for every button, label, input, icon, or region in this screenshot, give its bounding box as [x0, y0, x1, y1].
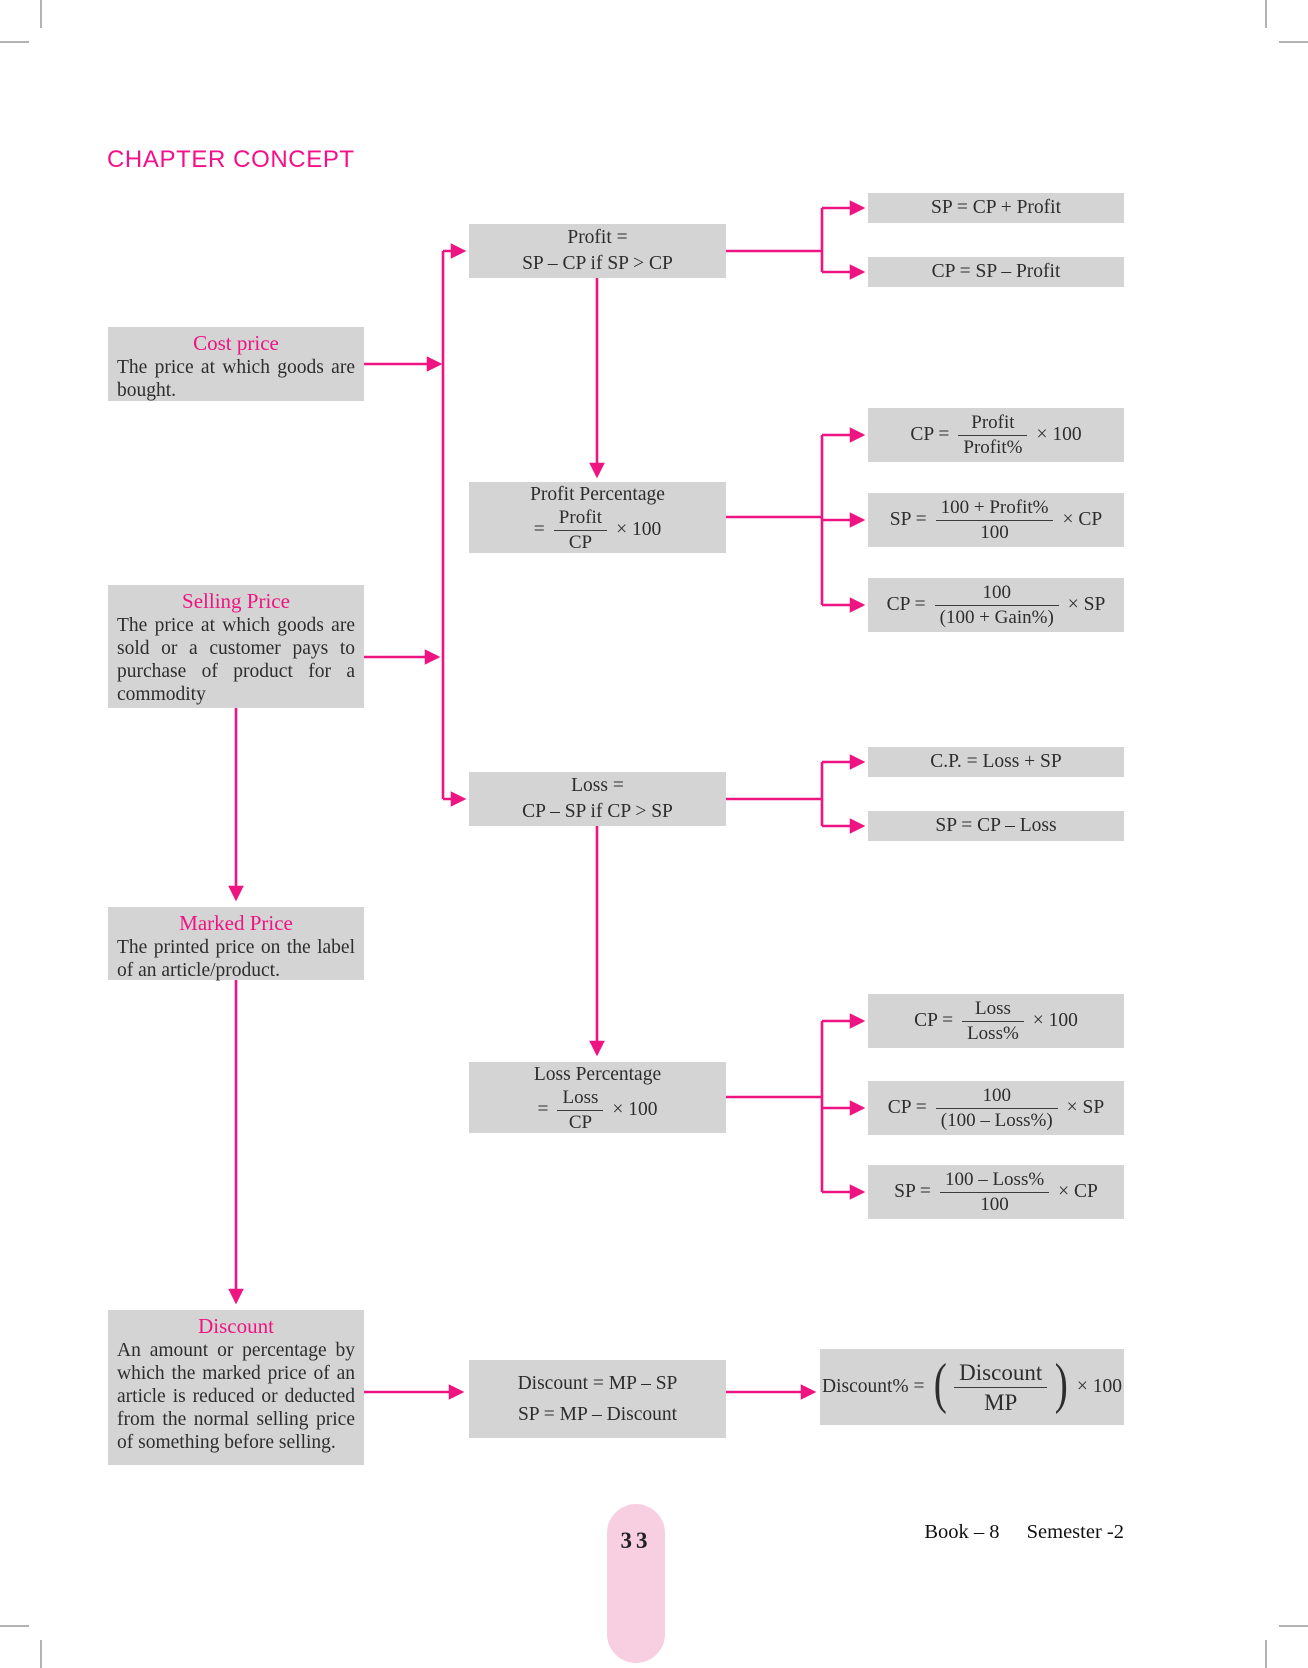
fraction-denominator: MP: [954, 1387, 1047, 1416]
formula-post: × 100: [616, 519, 662, 540]
loss-percentage-box: [469, 1062, 726, 1133]
formula-post: × SP: [1066, 1097, 1105, 1118]
page-number-pill: [607, 1504, 665, 1663]
page-title: CHAPTER CONCEPT: [107, 146, 355, 173]
crop-mark: [1279, 41, 1308, 43]
formula-text: SP = CP – Loss: [935, 815, 1057, 836]
profit-line1: Profit =: [567, 227, 628, 248]
fraction-numerator: 100: [982, 581, 1011, 603]
fraction-denominator: CP: [557, 1110, 603, 1134]
crop-mark: [0, 41, 29, 43]
fraction: [962, 998, 1024, 1045]
formula-post: × CP: [1058, 1181, 1098, 1202]
formula-box-sp-100-minus-loss-pct: [868, 1165, 1124, 1219]
marked-price-box: [108, 907, 364, 980]
discount-definition: An amount or percentage by which the marked price of an article is reduced or deducted from the normal selling price of something before selling.: [117, 1340, 355, 1453]
fraction-numerator: Loss: [974, 997, 1011, 1019]
fraction: [954, 1359, 1047, 1416]
formula-post: × 100: [1076, 1376, 1123, 1397]
loss-box: [469, 772, 726, 826]
loss-line1: Loss =: [571, 775, 624, 796]
profit-percentage-title: Profit Percentage: [530, 483, 665, 505]
formula-pre: CP =: [886, 594, 926, 615]
formula-box-cp-100-plus-gain-pct: [868, 578, 1124, 632]
discount-formula-line1: Discount = MP – SP: [517, 1373, 678, 1394]
formula-pre: SP =: [889, 509, 927, 530]
fraction-numerator: Discount: [959, 1359, 1043, 1385]
cost-price-box: [108, 327, 364, 401]
marked-price-definition: The printed price on the label of an article/product.: [117, 937, 355, 981]
fraction-numerator: 100 + Profit%: [940, 496, 1049, 518]
footer-book: Book – 8: [924, 1521, 1000, 1543]
formula-post: × SP: [1067, 594, 1106, 615]
loss-percentage-title: Loss Percentage: [533, 1063, 662, 1085]
fraction-denominator: (100 – Loss%): [936, 1108, 1058, 1132]
discount-formula-box: [469, 1360, 726, 1438]
formula-box-cp-loss-pct: [868, 994, 1124, 1048]
marked-price-heading: Marked Price: [179, 911, 293, 935]
formula-box-cp-profit-pct: [868, 408, 1124, 462]
formula-post: × 100: [1036, 424, 1082, 445]
fraction-numerator: Profit: [971, 411, 1015, 433]
crop-mark: [1265, 0, 1267, 28]
fraction-numerator: 100 – Loss%: [944, 1168, 1045, 1190]
formula-box-discount-pct: Discount% = ( $\frac{\text{Discount}}{MP}$ ) × 100: [820, 1349, 1124, 1425]
fraction: [935, 582, 1059, 629]
fraction-denominator: Loss%: [962, 1021, 1024, 1045]
formula-pre: =: [537, 1099, 549, 1120]
formula-pre: Discount% =: [821, 1376, 925, 1397]
fraction: [554, 507, 607, 554]
discount-box: [108, 1310, 364, 1465]
crop-mark: [40, 1640, 42, 1668]
loss-line2: CP – SP if CP > SP: [522, 801, 673, 822]
profit-line2: SP – CP if SP > CP: [522, 253, 673, 274]
formula-post: × 100: [612, 1099, 658, 1120]
fraction-denominator: (100 + Gain%): [935, 605, 1059, 629]
discount-formula-line2: SP = MP – Discount: [517, 1404, 678, 1425]
footer: [850, 1521, 1124, 1544]
discount-heading: Discount: [198, 1314, 274, 1338]
selling-price-heading: Selling Price: [182, 589, 290, 613]
profit-box: [469, 224, 726, 278]
formula-box-cp-100-minus-loss-pct: [868, 1081, 1124, 1135]
fraction-numerator: Profit: [558, 506, 603, 528]
fraction-denominator: 100: [936, 520, 1054, 544]
formula-box-cp-loss-plus-sp: [868, 747, 1124, 777]
formula-box-sp-cp-minus-loss: [868, 811, 1124, 841]
formula-box-cp-sp-minus-profit: [868, 257, 1124, 287]
formula-pre: SP =: [894, 1181, 931, 1202]
formula-post: × 100: [1032, 1010, 1078, 1031]
formula-pre: CP =: [910, 424, 950, 445]
formula-box-sp-100-plus-profit-pct: [868, 493, 1124, 547]
fraction: [557, 1087, 603, 1134]
fraction-denominator: Profit%: [958, 435, 1027, 459]
fraction-numerator: Loss: [562, 1086, 599, 1108]
profit-percentage-box: [469, 482, 726, 553]
fraction: [936, 1085, 1058, 1132]
formula-text: C.P. = Loss + SP: [930, 751, 1062, 772]
fraction-numerator: 100: [982, 1084, 1011, 1106]
formula-text: CP = SP – Profit: [931, 261, 1061, 282]
fraction-denominator: 100: [940, 1192, 1049, 1216]
selling-price-definition: The price at which goods are sold or a customer pays to purchase of product for a commodity: [117, 615, 355, 705]
crop-mark: [0, 1625, 29, 1627]
fraction-denominator: CP: [554, 530, 607, 554]
footer-semester: Semester -2: [1026, 1521, 1124, 1543]
formula-pre: =: [533, 519, 545, 540]
crop-mark: [40, 0, 42, 28]
fraction: [936, 497, 1054, 544]
crop-mark: [1265, 1640, 1267, 1668]
cost-price-heading: Cost price: [193, 331, 279, 355]
fraction: [940, 1169, 1049, 1216]
formula-post: × CP: [1062, 509, 1103, 530]
formula-pre: CP =: [887, 1097, 927, 1118]
formula-text: SP = CP + Profit: [930, 197, 1061, 218]
formula-box-sp-cp-plus-profit: [868, 193, 1124, 223]
cost-price-definition: The price at which goods are bought.: [117, 357, 355, 401]
formula-pre: CP =: [914, 1010, 954, 1031]
crop-mark: [1279, 1625, 1308, 1627]
page-number: 33: [620, 1528, 652, 1553]
fraction: [958, 412, 1027, 459]
selling-price-box: [108, 585, 364, 708]
